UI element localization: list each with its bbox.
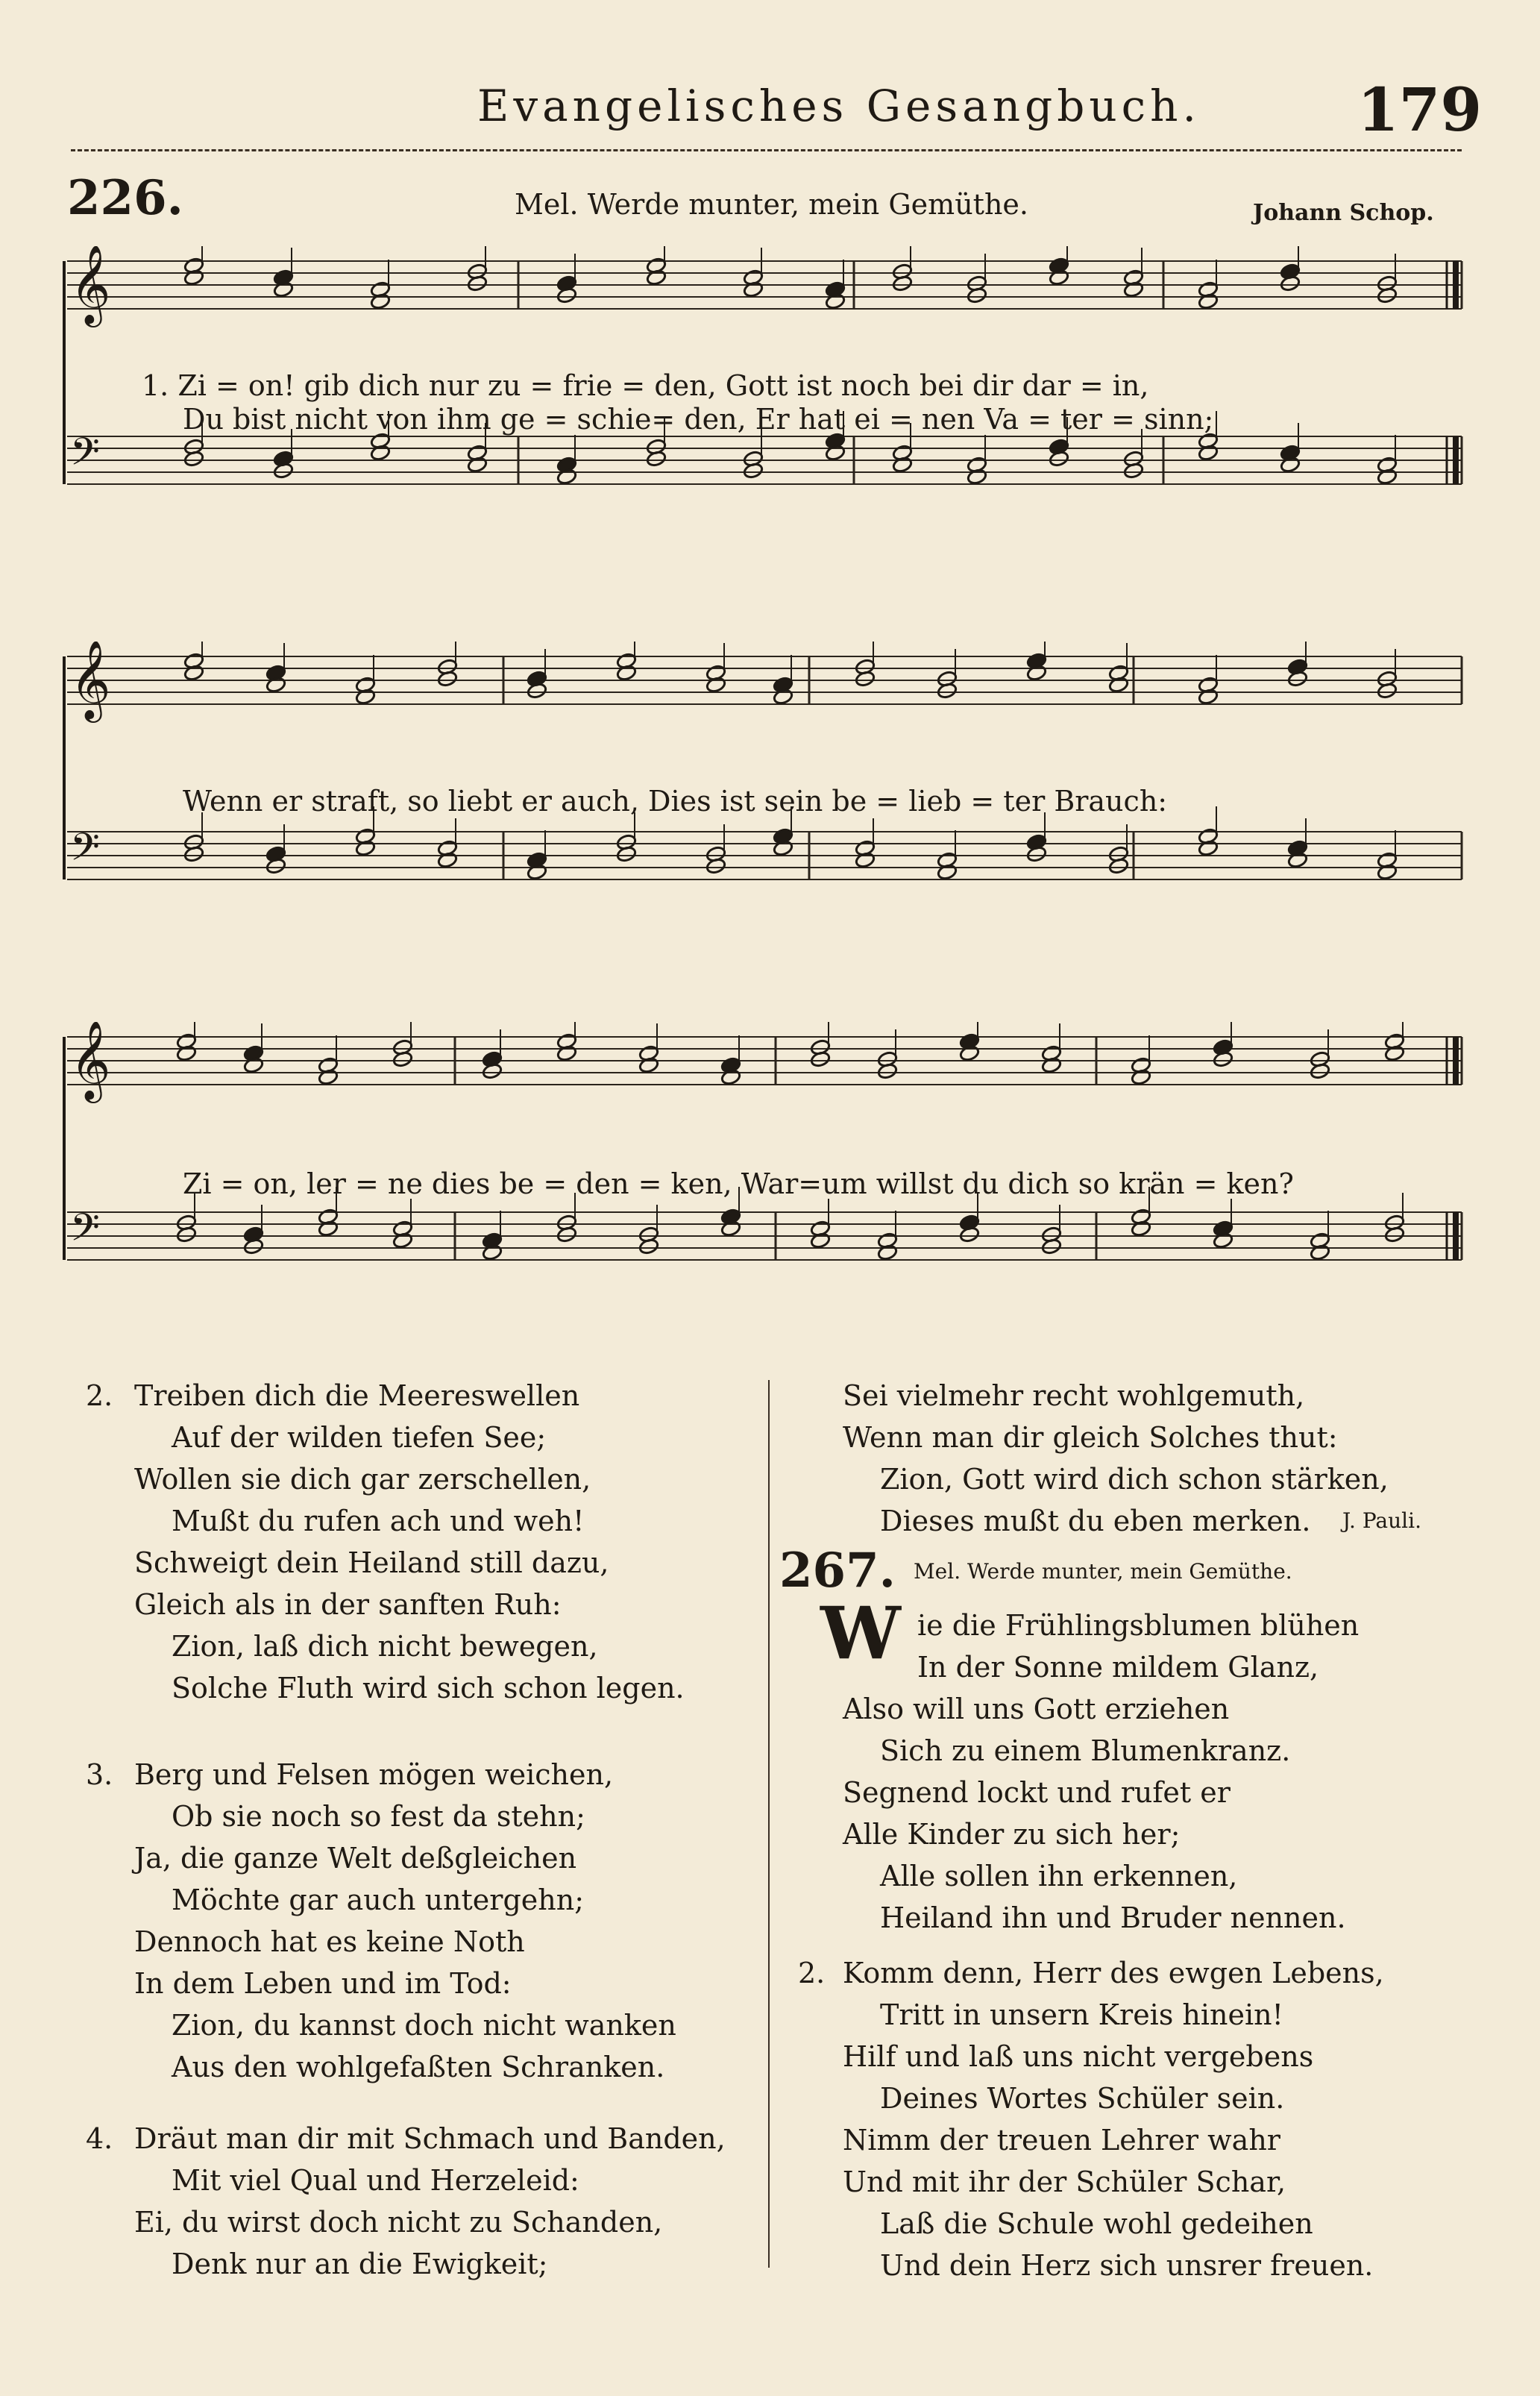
verse-line: Und dein Herz sich unsrer freuen.	[880, 2249, 1374, 2282]
hymn-267-verse-1	[843, 1605, 1514, 1939]
verse-line: Dennoch hat es keine Noth	[134, 1925, 525, 1958]
verse-line: Tritt in unsern Kreis hinein!	[880, 1998, 1283, 2031]
verse-line: Wollen sie dich gar zerschellen,	[134, 1463, 591, 1496]
bass-clef-icon: 𝄢	[70, 1205, 100, 1259]
verse-line: Zion, laß dich nicht bewegen,	[172, 1630, 598, 1663]
hymn-226-melody: Mel. Werde munter, mein Gemüthe.	[515, 188, 1028, 221]
verse-line: Hilf und laß uns nicht vergebens	[843, 2040, 1314, 2073]
verse-3	[86, 1754, 757, 2088]
bass-clef-icon: 𝄢	[70, 824, 100, 879]
verse-line: Schweigt dein Heiland still dazu,	[134, 1546, 609, 1579]
verse-line: Dieses mußt du eben merken.	[880, 1505, 1311, 1537]
verse-line: Mußt du rufen ach und weh!	[172, 1505, 585, 1537]
verse-line: Dräut man dir mit Schmach und Banden,	[134, 2122, 726, 2155]
verse-line: In der Sonne mildem Glanz,	[917, 1651, 1319, 1684]
verse-line: Solche Fluth wird sich schon legen.	[172, 1672, 685, 1705]
running-header-title: Evangelisches Gesangbuch.	[477, 81, 1201, 131]
lyrics-system1-line1: 1. Zi = on! gib dich nur zu = frie = den, Gott ist noch bei dir dar = in,	[142, 369, 1149, 402]
verse-line: Komm denn, Herr des ewgen Lebens,	[843, 1957, 1384, 1989]
verse-line: Sei vielmehr recht wohlgemuth,	[843, 1379, 1305, 1412]
verse-line: In dem Leben und im Tod:	[134, 1967, 512, 2000]
verse-line: Ei, du wirst doch nicht zu Schanden,	[134, 2206, 663, 2239]
verse-number: 2.	[798, 1957, 826, 1989]
verse-line: Berg und Felsen mögen weichen,	[134, 1758, 614, 1791]
verse-line: Aus den wohlgefaßten Schranken.	[172, 2051, 665, 2083]
verse-line: Mit viel Qual und Herzeleid:	[172, 2164, 579, 2197]
lyrics-system1-line2: Du bist nicht von ihm ge = schie= den, Er hat ei = nen Va = ter = sinn;	[183, 403, 1214, 436]
hymn-226-author: J. Pauli.	[1342, 1508, 1421, 1533]
hymn-267-melody: Mel. Werde munter, mein Gemüthe.	[914, 1559, 1292, 1584]
header-rule	[71, 149, 1462, 151]
verse-line: Auf der wilden tiefen See;	[172, 1421, 547, 1454]
verse-line: Denk nur an die Ewigkeit;	[172, 2248, 548, 2280]
treble-clef-icon: 𝄞	[70, 642, 111, 719]
verse-line: Zion, du kannst doch nicht wanken	[172, 2009, 676, 2042]
verse-line: Heiland ihn und Bruder nennen.	[880, 1901, 1346, 1934]
verse-line: Alle Kinder zu sich her;	[843, 1818, 1181, 1851]
lyrics-system2-line1: Wenn er straft, so liebt er auch, Dies ist sein be = lieb = ter Brauch:	[183, 785, 1168, 818]
verse-line: Segnend lockt und rufet er	[843, 1776, 1231, 1809]
verse-number: 3.	[86, 1758, 113, 1791]
hymn-226-number: 226.	[67, 170, 183, 226]
verse-number: 4.	[86, 2122, 113, 2155]
bass-clef-icon: 𝄢	[70, 429, 100, 483]
verse-line: Gleich als in der sanften Ruh:	[134, 1588, 562, 1621]
verse-line: ie die Frühlingsblumen blühen	[917, 1609, 1360, 1642]
verse-line: Treiben dich die Meereswellen	[134, 1379, 580, 1412]
verse-line: Laß die Schule wohl gedeihen	[880, 2207, 1313, 2240]
verse-line: Sich zu einem Blumenkranz.	[880, 1734, 1291, 1767]
verse-number: 2.	[86, 1379, 113, 1412]
verse-line: Also will uns Gott erziehen	[843, 1693, 1230, 1725]
verse-line: Ja, die ganze Welt deßgleichen	[134, 1842, 577, 1875]
page-number: 179	[1357, 75, 1482, 145]
hymn-226-composer: Johann Schop.	[1253, 200, 1434, 226]
treble-clef-icon: 𝄞	[70, 246, 111, 324]
hymn-267-number: 267.	[779, 1543, 896, 1599]
verse-line: Wenn man dir gleich Solches thut:	[843, 1421, 1338, 1454]
column-divider	[768, 1380, 770, 2268]
verse-line: Nimm der treuen Lehrer wahr	[843, 2124, 1280, 2157]
hymn-267-verse-2	[798, 1952, 1506, 2286]
dropcap: W	[820, 1591, 901, 1675]
verse-line: Ob sie noch so fest da stehn;	[172, 1800, 585, 1833]
verse-2	[86, 1375, 757, 1709]
verse-line: Möchte gar auch untergehn;	[172, 1884, 585, 1916]
lyrics-system3-line1: Zi = on, ler = ne dies be = den = ken, War=um willst du dich so krän = ken?	[183, 1167, 1294, 1200]
verse-4	[86, 2118, 757, 2285]
verse-line: Alle sollen ihn erkennen,	[880, 1860, 1238, 1892]
verse-line: Deines Wortes Schüler sein.	[880, 2082, 1285, 2115]
verse-line: Zion, Gott wird dich schon stärken,	[880, 1463, 1389, 1496]
treble-clef-icon: 𝄞	[70, 1022, 111, 1100]
verse-line: Und mit ihr der Schüler Schar,	[843, 2166, 1286, 2198]
